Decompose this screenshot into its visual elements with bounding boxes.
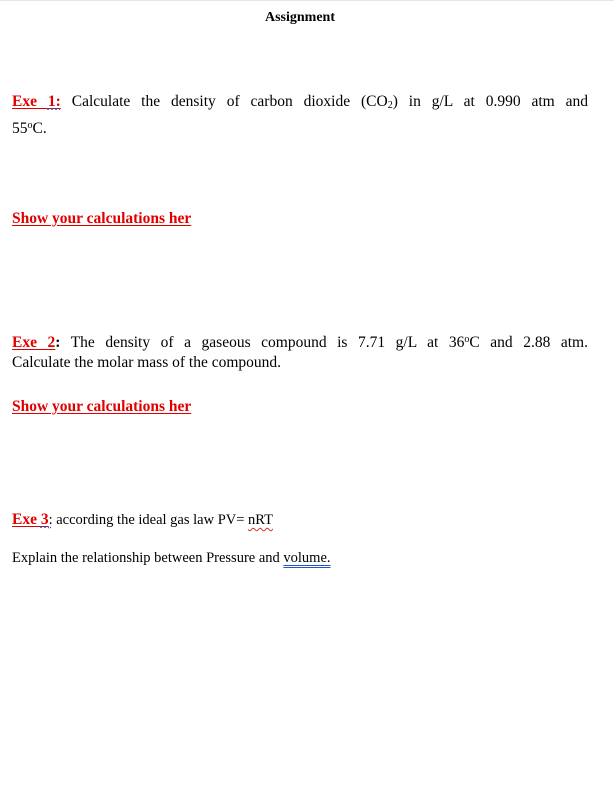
exercise-1: [12, 92, 588, 139]
exercise-1-text-a: Calculate the density of carbon dioxide (CO: [71, 93, 388, 110]
exercise-2-text-b: C and 2.88 atm.: [469, 334, 588, 351]
exercise-1-degree-sign: o: [27, 120, 33, 131]
exercise-2-degree-sign: o: [464, 334, 470, 345]
exercise-1-subscript: 2: [387, 100, 393, 111]
exercise-2-answer-prompt: Show your calculations her: [12, 398, 192, 415]
exercise-1-answer-prompt: Show your calculations her: [12, 210, 192, 227]
exercise-2-text-a: The density of a gaseous compound is 7.71 g/L at 36: [70, 334, 465, 351]
exercise-2-label: Exe 2: [12, 334, 56, 351]
exercise-3-label: Exe 3: [12, 511, 49, 528]
exercise-3-colon: :: [48, 512, 53, 528]
exercise-3-statement-text: according the ideal gas law PV=: [56, 512, 249, 528]
exercise-3-statement: [12, 510, 273, 530]
exercise-2-line-1: [12, 330, 588, 353]
exercise-1-line-2: [12, 116, 588, 139]
exercise-3-formula: nRT: [248, 512, 273, 528]
exercise-2: [12, 330, 588, 373]
exercise-1-temp-value: 55: [12, 120, 28, 137]
exercise-2-line-2: Calculate the molar mass of the compound.: [12, 354, 282, 371]
exercise-1-text-b: ) in g/L at 0.990 atm and: [392, 93, 589, 110]
exercise-3-question-word: volume.: [283, 550, 331, 566]
exercise-1-temp-unit: C.: [32, 120, 47, 137]
exercise-3-question-text: Explain the relationship between Pressure and: [12, 550, 284, 566]
exercise-2-colon: :: [55, 334, 61, 351]
exercise-1-label: Exe 1:: [12, 93, 61, 110]
page-title: Assignment: [264, 10, 335, 25]
exercise-3-question: [12, 548, 331, 568]
exercise-1-line-1: [12, 92, 588, 116]
page-top-border: [0, 0, 614, 1]
